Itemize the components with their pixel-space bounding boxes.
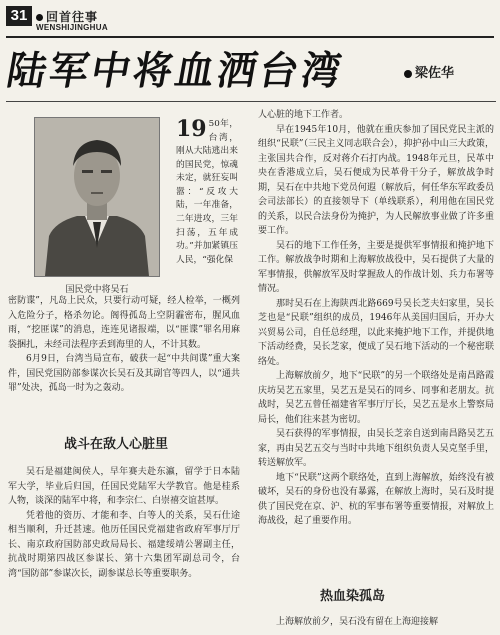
photo-caption: 国民党中将吴石 xyxy=(65,285,129,295)
paragraph-text: 50年，台湾，刚从大陆逃出来的国民党，惊魂未定，就狂妄叫嚣：“反攻大陆，一年准备，二年进攻，三年扫荡，五年成功。”并加紧镇压人民，“强化保 xyxy=(176,119,238,265)
title-divider xyxy=(6,101,496,102)
page-header xyxy=(6,6,494,34)
paragraph: 早在1945年10月，他就在重庆参加了国民党民主派的组织“民联”（三民主义同志联合会），抑护孙中山三大政策，主张国共合作，反对蒋介石打内战。1948年元旦，民革中央在香港成立后，吴石便成为民革骨干分子，解放战争时期，吴石在中共地下党员何遐（解放后，何任华东军政委员会司法部长）的直接领导下（单线联系），利用他在国民党的关系，以民合法身份为掩护，为人民解放事业做了许多重要工作。 xyxy=(258,124,494,236)
paragraph xyxy=(176,118,238,267)
column-right-bottom xyxy=(258,615,494,630)
drop-cap-year: 19 xyxy=(176,116,207,142)
header-rule xyxy=(6,36,494,38)
author-byline xyxy=(404,62,454,81)
paragraph: 人心脏的地下工作者。 xyxy=(258,110,349,120)
portrait-illustration xyxy=(35,118,159,276)
paragraph: 吴石获得的军事情报，由吴长芝亲自送到南昌路吴艺五家，再由吴艺五交与当时中共地下组织负责人吴克坚手里，转送解放军。 xyxy=(258,429,494,468)
column-left-bottom xyxy=(8,465,240,581)
paragraph: 上海解放前夕，吴石没有留在上海迎接解 xyxy=(276,617,439,627)
paragraph: 地下“民联”这两个联络处，直到上海解放，始终没有被破坏，吴石的身份也没有暴露，在解放上海时，吴石及时提供了国民党在京、沪、杭的军事布署等重要情报，对解放上海战役，起了重要作用。 xyxy=(258,472,494,526)
section-name: 回首往事 xyxy=(46,10,99,24)
subheading: 热血染孤岛 xyxy=(320,589,386,604)
paragraph: 密防谍”，凡岛上民众，只要行动可疑，经人检举，一概列入危险分子，格杀勿论。阁得孤岛上空阴霾密布，腥风血雨，“挖匪谋”的消息，连连见诸报端，以“匪谍”罪名用麻袋捆扎，未经司法程序丢到海里的人，不计其数。 xyxy=(8,296,240,350)
bullet-icon xyxy=(404,70,412,78)
column-right xyxy=(258,108,494,529)
paragraph: 那时吴石在上海陕西北路669号吴长芝夫妇家里，吴长芝也是“民联”组织的成员，1946年从美国归国后，开办大兴贸易公司，自任总经理，以此来掩护地下工作，并提供地下活动经费，吴长芝家，便成了吴石地下活动的一个秘密联络处。 xyxy=(258,298,494,367)
bullet-icon xyxy=(36,14,43,21)
paragraph: 凭着他的资历、才能和李、白等人的关系，吴石仕途相当顺利，升迁甚速。他历任国民党福建省政府军事厅厅长、南京政府国防部史政局局长、福建绥靖公署副主任，抗战时期第四战区参谋长、第十六集团军副总司令，台湾“国防部”参谋次长，副参谋总长等重要职务。 xyxy=(8,510,240,579)
section-pinyin: WENSHIJINGHUA xyxy=(36,23,108,32)
article-title: 陆军中将血洒台湾 xyxy=(3,49,348,94)
paragraph: 吴石是福建闽侯人，早年赛夫赴东瀛，留学于日本陆军大学，毕业后归国，任国民党陆军大学教官。他是桂系人物，谈深的陆军中将，和李宗仁、白崇禧交谊甚厚。 xyxy=(8,467,240,506)
portrait-photo xyxy=(34,117,160,277)
column-left-top xyxy=(176,118,238,267)
paragraph: 6月9日，台湾当局宣布，破获一起“中共间谍”重大案件，国民党国防部参谋次长吴石及其副官等四人，以“通共罪”处决，孤岛一时为之轰动。 xyxy=(8,354,240,393)
page-number: 31 xyxy=(6,6,32,26)
author-name: 梁佐华 xyxy=(415,66,455,81)
paragraph: 吴石的地下工作任务，主要是提供军事情报和掩护地下工作。解放战争时期和上海解放战役中，吴石提供了大量的军事情报，供解放军及时掌握敌人的作战计划、兵力布署等情况。 xyxy=(258,240,494,294)
column-left-middle xyxy=(8,294,240,396)
paragraph: 上海解放前夕，地下“民联”的另一个联络处是南昌路霞庆坊吴艺五家里，吴艺五是吴石的同乡、同事和老朋友。抗战时，吴艺五曾任福建省军事厅厅长，吴艺五是水上警察局局长，他们往来甚为密切。 xyxy=(258,371,494,425)
subheading: 战斗在敌人心脏里 xyxy=(64,437,169,452)
